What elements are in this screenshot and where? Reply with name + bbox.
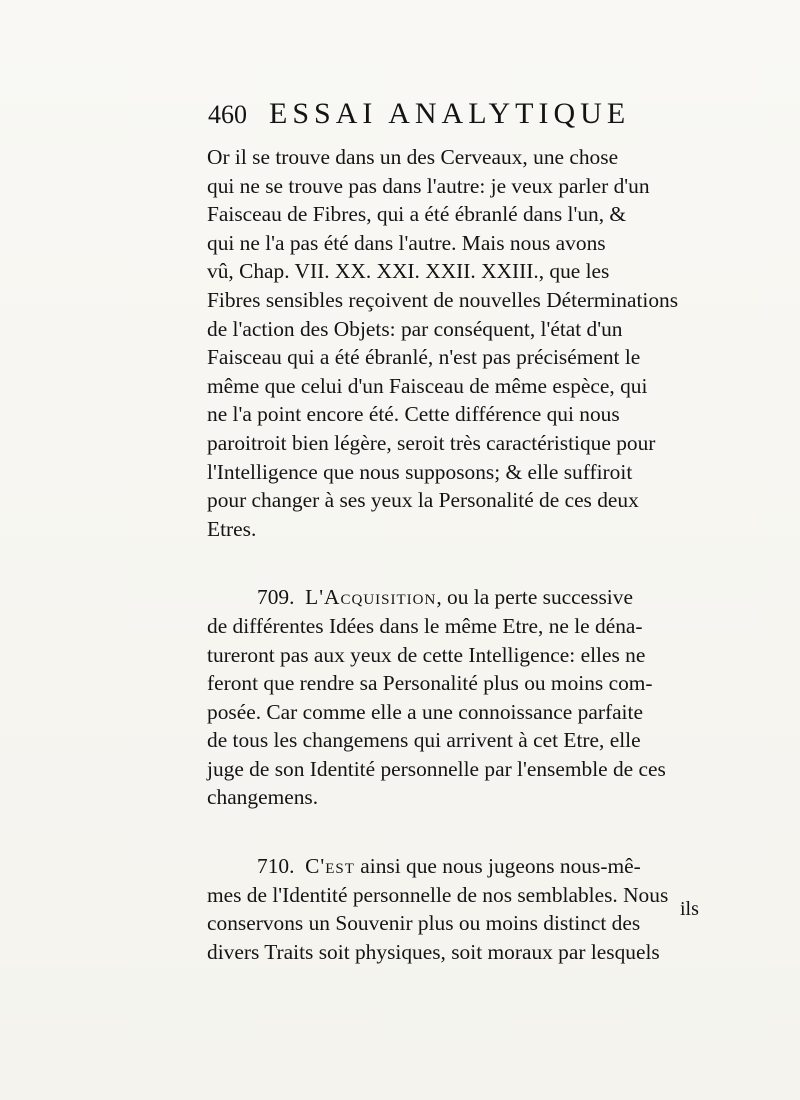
text-line: qui ne se trouve pas dans l'autre: je veux parler d'un (207, 173, 650, 198)
text-line: juge de son Identité personnelle par l'ensemble de ces (207, 756, 666, 781)
text-line: Fibres sensibles reçoivent de nouvelles Déterminations (207, 287, 679, 312)
paragraph-gap (207, 812, 712, 852)
text-line: de différentes Idées dans le même Etre, ne le déna- (207, 613, 643, 638)
paragraph-gap (207, 543, 712, 583)
text-line: mes de l'Identité personnelle de nos semblables. Nous (207, 882, 669, 907)
lead-word: L'Acquisition (305, 585, 437, 610)
text-line: divers Traits soit physiques, soit moraux par lesquels (207, 939, 660, 964)
text-fragment: , ou la perte successive (436, 585, 633, 610)
running-header (208, 96, 638, 132)
page-number: 460 (208, 100, 247, 129)
paragraph-710 (207, 852, 712, 966)
paragraph-continuation (207, 143, 712, 543)
text-line: tureront pas aux yeux de cette Intelligence: elles ne (207, 642, 646, 667)
text-line: vû, Chap. VII. XX. XXI. XXII. XXIII., que les (207, 259, 610, 284)
text-line: de tous les changemens qui arrivent à cet Etre, elle (207, 728, 641, 753)
text-line (207, 583, 712, 612)
text-line: Etres. (207, 516, 257, 541)
text-line: paroitroit bien légère, seroit très caractéristique pour (207, 430, 656, 455)
lead-word: C'est (305, 854, 355, 879)
text-line: posée. Car comme elle a une connoissance parfaite (207, 699, 643, 724)
text-line: Faisceau qui a été ébranlé, n'est pas précisément le (207, 345, 641, 370)
text-line: changemens. (207, 785, 319, 810)
text-line: de l'action des Objets: par conséquent, l'état d'un (207, 316, 623, 341)
paragraph-number: 709. (257, 585, 295, 610)
text-line: l'Intelligence que nous supposons; & elle suffiroit (207, 459, 633, 484)
running-title: ESSAI ANALYTIQUE (269, 97, 631, 130)
paragraph-number: 710. (257, 854, 295, 879)
text-line (207, 852, 712, 881)
text-line: ne l'a point encore été. Cette différence qui nous (207, 402, 620, 427)
text-line: feront que rendre sa Personalité plus ou moins com- (207, 671, 653, 696)
text-line: pour changer à ses yeux la Personalité de ces deux (207, 488, 639, 513)
text-line: qui ne l'a pas été dans l'autre. Mais nous avons (207, 230, 606, 255)
text-line: conservons un Souvenir plus ou moins distinct des (207, 911, 641, 936)
paragraph-709 (207, 583, 712, 812)
text-line: Faisceau de Fibres, qui a été ébranlé dans l'un, & (207, 202, 627, 227)
text-line: même que celui d'un Faisceau de même espèce, qui (207, 373, 648, 398)
text-fragment: ainsi que nous jugeons nous-mê- (354, 854, 641, 879)
catchword: ils (680, 898, 699, 920)
page-body (207, 143, 712, 966)
text-line: Or il se trouve dans un des Cerveaux, une chose (207, 145, 619, 169)
